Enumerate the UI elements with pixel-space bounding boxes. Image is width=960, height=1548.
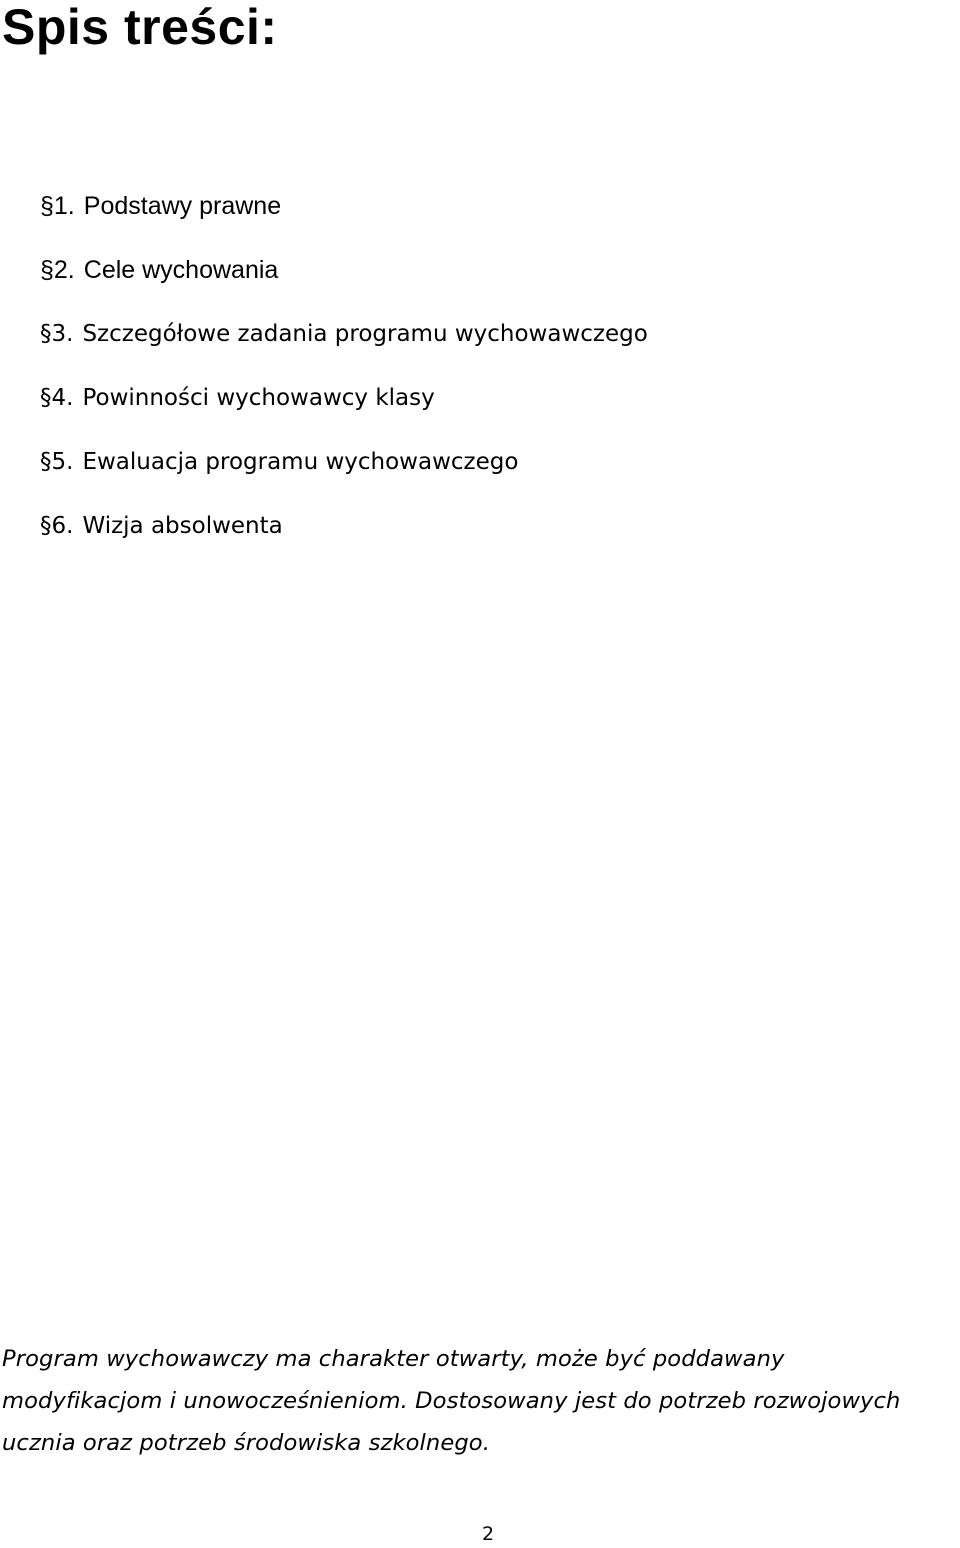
toc-item-label: Wizja absolwenta	[82, 513, 283, 539]
page-title: Spis treści:	[2, 0, 278, 55]
toc-item-number: §2.	[40, 256, 75, 284]
toc-item-number: §3.	[40, 321, 74, 347]
toc-item-label: Cele wychowania	[83, 256, 279, 284]
toc-item-label: Ewaluacja programu wychowawczego	[82, 449, 519, 475]
toc-item-label: Szczegółowe zadania programu wychowawczego	[82, 321, 648, 347]
toc-item-szczegolowe-zadania[interactable]	[40, 318, 648, 382]
toc-item-number: §1.	[40, 192, 75, 220]
toc-item-label: Powinności wychowawcy klasy	[82, 385, 435, 411]
toc-item-label: Podstawy prawne	[83, 192, 282, 220]
toc-item-cele-wychowania[interactable]	[40, 254, 648, 318]
table-of-contents	[40, 190, 648, 574]
intro-line: Program wychowawczy ma charakter otwarty, może być poddawany	[2, 1346, 785, 1372]
intro-line: ucznia oraz potrzeb środowiska szkolnego.	[2, 1430, 490, 1456]
toc-item-ewaluacja-programu[interactable]	[40, 446, 648, 510]
toc-item-number: §4.	[40, 385, 74, 411]
intro-paragraph	[2, 1338, 960, 1464]
toc-item-number: §5.	[40, 449, 74, 475]
toc-item-powinnosci-wychowawcy[interactable]	[40, 382, 648, 446]
intro-line: modyfikacjom i unowocześnieniom. Dostosowany jest do potrzeb rozwojowych	[2, 1388, 901, 1414]
toc-item-podstawy-prawne[interactable]	[40, 190, 648, 254]
toc-item-wizja-absolwenta[interactable]	[40, 510, 648, 574]
page-number: 2	[481, 1523, 495, 1545]
toc-item-number: §6.	[40, 513, 74, 539]
